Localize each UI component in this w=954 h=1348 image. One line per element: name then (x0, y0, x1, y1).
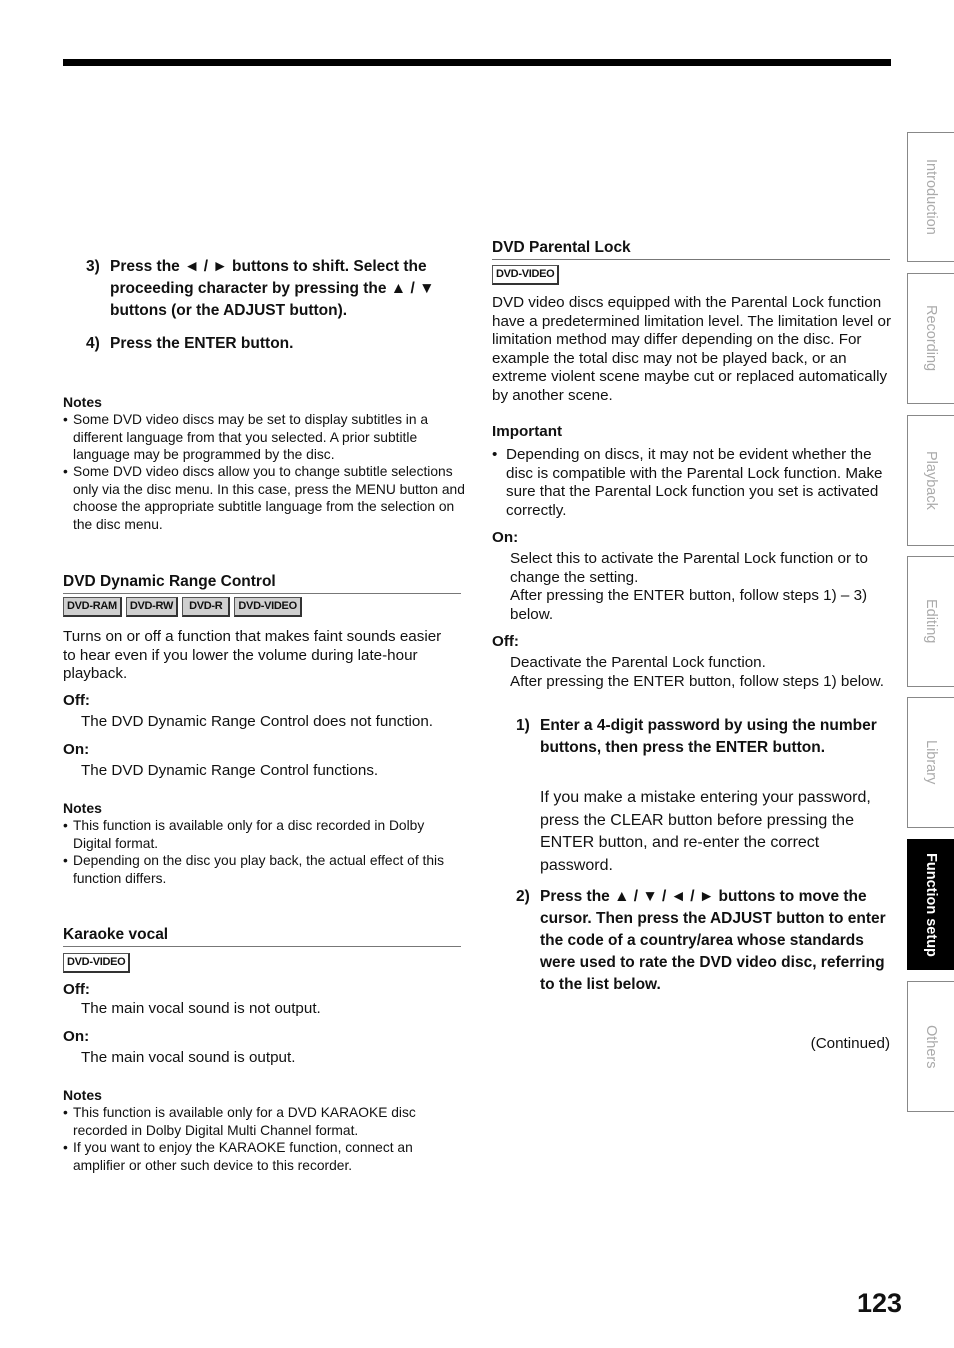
option-text-line: Deactivate the Parental Lock function. (510, 654, 766, 671)
option-text-line: Select this to activate the Parental Lock function or to change the setting. (510, 550, 868, 586)
side-tab-label: Introduction (923, 159, 939, 235)
notes-heading: Notes (63, 394, 102, 410)
side-tab-label: Function setup (923, 852, 939, 957)
note-item: • Some DVD video discs allow you to change subtitle selections only via the disc menu. In this case, press the MENU button and choose the appropriate subtitle language from the selection on the disc menu. (63, 463, 465, 533)
section-title-drc: DVD Dynamic Range Control (63, 573, 461, 594)
side-tab-function-setup[interactable] (907, 839, 954, 970)
section-title-parental-lock: DVD Parental Lock (492, 239, 890, 260)
continued-label: (Continued) (810, 1035, 890, 1052)
side-tab-label: Recording (923, 305, 939, 372)
option-text-line: After pressing the ENTER button, follow steps 1) – 3) below. (510, 587, 868, 623)
side-tab-others[interactable] (907, 981, 954, 1112)
option-label-on: On: (492, 529, 519, 546)
side-tab-label: Editing (923, 599, 939, 644)
side-tab-playback[interactable] (907, 415, 954, 546)
option-text-off: The main vocal sound is not output. (81, 1000, 321, 1017)
step-2 (516, 886, 886, 996)
note-item: • This function is available only for a DVD KARAOKE disc recorded in Dolby Digital Multi Channel format. (63, 1104, 465, 1139)
step-text: Press the ◄ / ► buttons to shift. Select the proceeding character by pressing the ▲ / ▼ buttons (or the ADJUST button). (110, 258, 435, 319)
step-3 (86, 256, 458, 322)
section-title-karaoke: Karaoke vocal (63, 926, 461, 947)
side-tab-label: Others (923, 1024, 939, 1069)
disc-badge: DVD-RW (126, 597, 178, 617)
important-heading: Important (492, 423, 563, 440)
option-text-on: The main vocal sound is output. (81, 1049, 296, 1066)
side-tab-introduction[interactable] (907, 132, 954, 262)
disc-badge: DVD-VIDEO (234, 597, 301, 617)
side-tab-label: Library (923, 740, 939, 785)
note-item: • Some DVD video discs may be set to display subtitles in a different language from that you selected. A prior subtitle language may be programmed by the disc. (63, 411, 465, 464)
drc-description: Turns on or off a function that makes faint sounds easier to hear even if you lower the volume during late-hour playback. (63, 628, 442, 682)
option-label-off: Off: (63, 981, 90, 998)
step-number: 2) (516, 888, 530, 905)
disc-badge: DVD-RAM (63, 597, 122, 617)
important-item: • Depending on discs, it may not be evident whether the disc is compatible with the Parental Lock function. Make sure that the Parental Lock function you set is activated correctly. (492, 446, 890, 520)
option-text-line: After pressing the ENTER button, follow steps 1) below. (510, 672, 884, 690)
disc-badge: DVD-VIDEO (63, 953, 130, 973)
option-label-on: On: (63, 1028, 90, 1045)
step-text: Press the ▲ / ▼ / ◄ / ► buttons to move the cursor. Then press the ADJUST button to enter the code of a country/area whose standards were used to rate the DVD video disc, referring to the list below. (540, 888, 886, 993)
step-number: 3) (86, 258, 100, 275)
option-label-off: Off: (492, 633, 519, 650)
disc-badge: DVD-R (182, 597, 230, 617)
notes-heading: Notes (63, 800, 102, 816)
step-text: Enter a 4-digit password by using the number buttons, then press the ENTER button. (540, 717, 877, 756)
side-tab-library[interactable] (907, 697, 954, 828)
disc-badge: DVD-VIDEO (492, 265, 559, 285)
side-tab-label: Playback (923, 451, 939, 510)
note-item: • This function is available only for a disc recorded in Dolby Digital format. (63, 817, 465, 852)
note-item: • If you want to enjoy the KARAOKE function, connect an amplifier or other such device to this recorder. (63, 1139, 465, 1174)
step-1-detail: If you make a mistake entering your password, press the CLEAR button before pressing the ENTER button, and re-enter the correct password. (540, 789, 871, 874)
option-text-off: The DVD Dynamic Range Control does not function. (81, 713, 434, 730)
step-number: 4) (86, 335, 100, 352)
option-text-on: The DVD Dynamic Range Control functions. (81, 762, 379, 779)
disc-badges (63, 597, 302, 617)
option-label-off: Off: (63, 692, 90, 709)
side-tab-editing[interactable] (907, 556, 954, 687)
page-number: 123 (857, 1288, 903, 1318)
option-text-on (510, 550, 890, 624)
side-tab-recording[interactable] (907, 273, 954, 404)
option-text-off (510, 654, 890, 691)
note-item: • Depending on the disc you play back, the actual effect of this function differs. (63, 852, 465, 887)
notes-heading: Notes (63, 1087, 102, 1103)
header-rule (63, 59, 891, 66)
step-number: 1) (516, 717, 530, 734)
disc-badges (63, 953, 130, 973)
parental-lock-description: DVD video discs equipped with the Parental Lock function have a predetermined limitation level. The limitation level or limitation method may differ depending on the disc. For example the total disc may not be played back, or an extreme violent scene maybe cut or replaced automatically by another scene. (492, 294, 892, 404)
option-label-on: On: (63, 741, 90, 758)
step-text: Press the ENTER button. (110, 335, 294, 352)
step-1 (516, 715, 886, 759)
disc-badges (492, 265, 559, 285)
step-4 (86, 333, 458, 355)
